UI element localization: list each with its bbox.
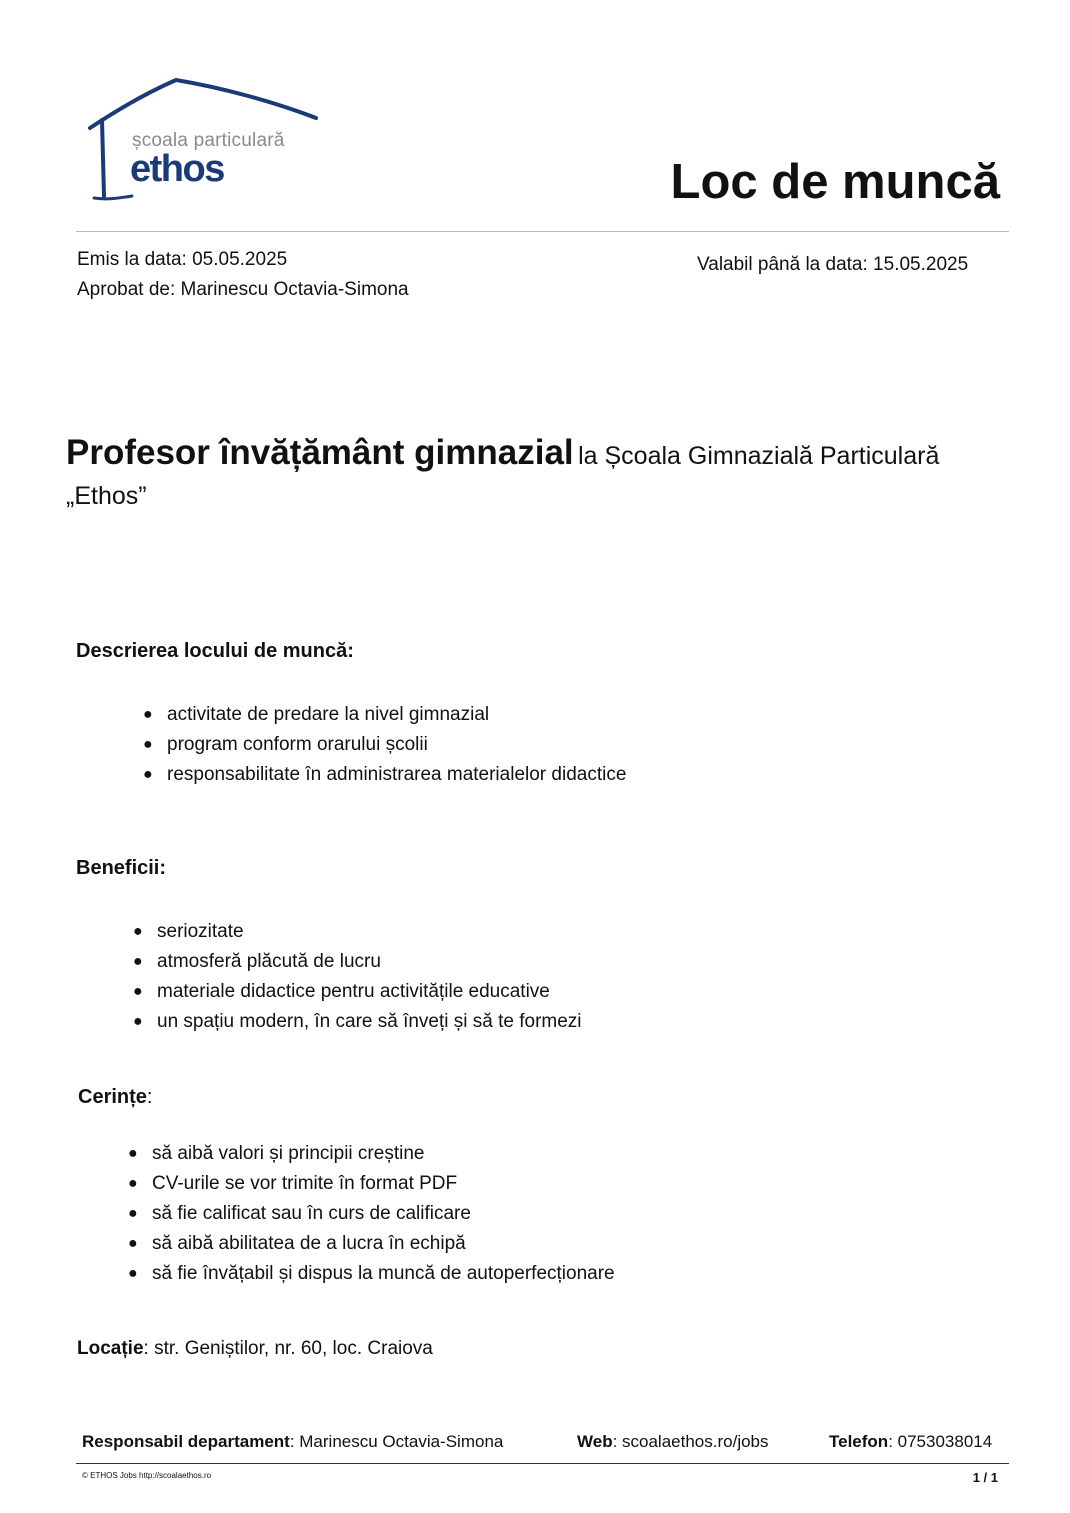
- benefits-section-title: Beneficii:: [76, 857, 167, 879]
- responsible-department: Responsabil departament: Marinescu Octavia-Simona: [82, 1432, 504, 1451]
- list-item: ● să aibă abilitatea de a lucra în echipă: [152, 1229, 615, 1259]
- bullet-icon: ●: [128, 1235, 138, 1252]
- bullet-icon: ●: [128, 1145, 138, 1162]
- list-item: ● să fie calificat sau în curs de calificare: [152, 1199, 615, 1229]
- bullet-icon: ●: [133, 983, 143, 1000]
- list-item: ● CV-urile se vor trimite în format PDF: [152, 1169, 615, 1199]
- bullet-icon: ●: [128, 1265, 138, 1282]
- list-item: ● program conform orarului școlii: [167, 730, 626, 760]
- job-title: Profesor învățământ gimnazial: [66, 433, 574, 472]
- bullet-icon: ●: [143, 736, 153, 753]
- list-item: ● atmosferă plăcută de lucru: [157, 947, 582, 977]
- list-item: ● să fie învățabil și dispus la muncă de autoperfecționare: [152, 1259, 615, 1289]
- bullet-icon: ●: [143, 706, 153, 723]
- phone-number: Telefon: 0753038014: [829, 1432, 993, 1451]
- requirements-list: [128, 1139, 615, 1289]
- copyright-notice: © ETHOS Jobs http://scoalaethos.ro: [82, 1471, 212, 1480]
- approved-by: Aprobat de: Marinescu Octavia-Simona: [77, 279, 409, 300]
- bullet-icon: ●: [133, 953, 143, 970]
- description-list: [143, 700, 627, 790]
- list-item: ● responsabilitate în administrarea materialelor didactice: [167, 760, 626, 790]
- list-item: ● activitate de predare la nivel gimnazial: [167, 700, 626, 730]
- footer-divider: [76, 1463, 1009, 1464]
- bullet-icon: ●: [143, 766, 153, 783]
- bullet-icon: ●: [128, 1205, 138, 1222]
- job-organization: la Școala Gimnazială Particulară „Ethos”: [66, 442, 940, 510]
- logo-brand: ethos: [130, 148, 224, 190]
- requirements-section-title: Cerințe:: [78, 1086, 153, 1108]
- valid-until-date: Valabil până la data: 15.05.2025: [697, 254, 969, 275]
- issued-date: Emis la data: 05.05.2025: [77, 249, 288, 270]
- web-link[interactable]: Web: scoalaethos.ro/jobs: [577, 1432, 769, 1451]
- list-item: ● să aibă valori și principii creștine: [152, 1139, 615, 1169]
- list-item: ● seriozitate: [157, 917, 582, 947]
- bullet-icon: ●: [133, 1013, 143, 1030]
- list-item: ● un spațiu modern, în care să înveți și să te formezi: [157, 1007, 582, 1037]
- list-item: ● materiale didactice pentru activitățile educative: [157, 977, 582, 1007]
- job-location: Locație: str. Geniștilor, nr. 60, loc. Craiova: [77, 1338, 433, 1359]
- logo-subtitle: școala particulară: [132, 130, 285, 151]
- page-number: 1 / 1: [972, 1470, 998, 1485]
- job-heading: [66, 434, 1006, 518]
- benefits-list: [133, 917, 582, 1037]
- header-divider: [76, 231, 1009, 232]
- school-logo: [84, 74, 324, 206]
- bullet-icon: ●: [133, 923, 143, 940]
- page-title: Loc de muncă: [670, 155, 1000, 209]
- bullet-icon: ●: [128, 1175, 138, 1192]
- description-section-title: Descrierea locului de muncă:: [76, 640, 354, 662]
